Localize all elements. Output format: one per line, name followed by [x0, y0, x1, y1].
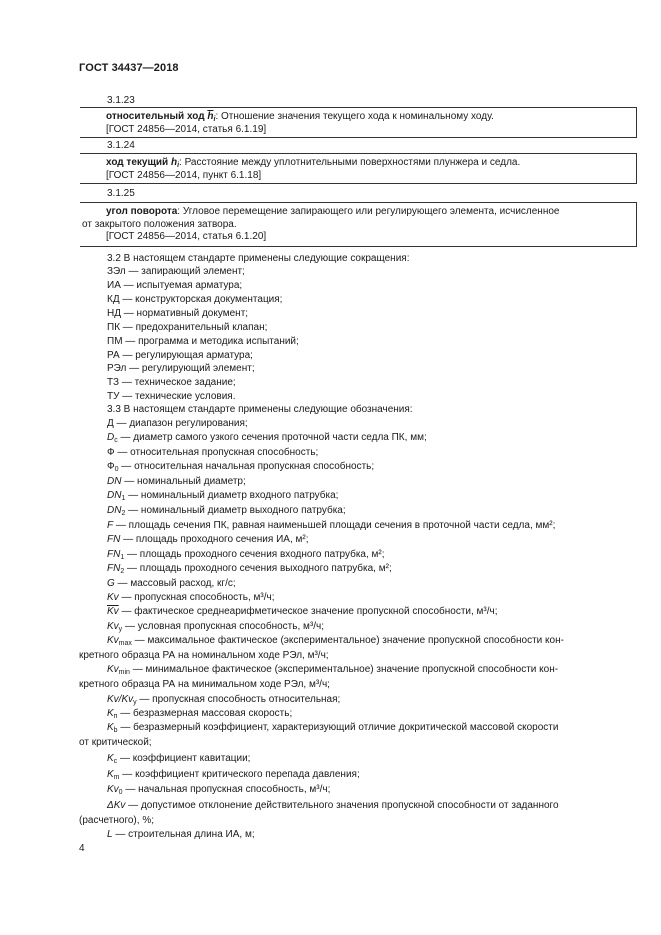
symbol-item — [107, 769, 360, 780]
abbreviations-intro: 3.2 В настоящем стандарте применены следующие сокращения: — [107, 253, 410, 264]
symbol-subscript: 2 — [120, 568, 125, 575]
symbol-description: кретного образца РА на номинальном ходе РЭл, м³/ч; — [79, 650, 329, 661]
term-box — [80, 202, 637, 247]
symbol-description: — номинальный диаметр выходного патрубка; — [125, 505, 346, 516]
term-box — [80, 107, 637, 138]
abbreviation-item: ЗЭл — запирающий элемент; — [107, 266, 245, 277]
symbol-notation: G — [107, 578, 115, 589]
symbols-intro: 3.3 В настоящем стандарте применены следующие обозначения: — [107, 404, 413, 415]
symbol-description: — площадь проходного сечения ИА, м²; — [120, 534, 309, 545]
symbol-description: — относительная пропускная способность; — [114, 447, 319, 458]
term-source: [ГОСТ 24856—2014, пункт 6.1.18] — [106, 169, 262, 181]
symbol-notation: K — [107, 708, 114, 719]
symbol-notation: Ф — [107, 447, 115, 458]
term-definition-cont: от закрытого положения затвора. — [82, 218, 237, 230]
symbol-description: — площадь проходного сечения входного патрубка, м²; — [124, 549, 385, 560]
symbol-description: — допустимое отклонение действительного значения пропускной способности от заданного — [125, 800, 559, 811]
symbol-item — [107, 505, 346, 516]
symbol-item-cont — [79, 737, 152, 748]
term-number: 3.1.24 — [107, 140, 135, 151]
symbol-subscript: 0 — [114, 466, 119, 473]
symbol-notation: $\overline{Kv}$ — [107, 606, 119, 617]
symbol-notation: K — [107, 722, 114, 733]
symbol-item — [107, 461, 374, 472]
symbol-item — [107, 549, 385, 560]
symbol-item — [107, 829, 255, 840]
symbol-description: (расчетного), %; — [79, 815, 154, 826]
symbol-item — [107, 432, 427, 443]
symbol-description: — диаметр самого узкого сечения проточной части седла ПК, мм; — [117, 432, 427, 443]
symbol-notation: F — [107, 520, 114, 531]
symbol-notation: Ф — [107, 461, 115, 472]
abbreviation-item: КД — конструкторская документация; — [107, 294, 283, 305]
symbol-item — [107, 418, 248, 429]
symbol-subscript: c — [114, 437, 118, 444]
symbol-notation: D — [107, 432, 115, 443]
symbol-notation: FN — [107, 563, 121, 574]
symbol-notation: Kv — [107, 635, 119, 646]
symbol-description: — номинальный диаметр входного патрубка; — [125, 490, 339, 501]
abbreviation-item: ПК — предохранительный клапан; — [107, 322, 268, 333]
symbol-subscript: y — [133, 699, 137, 706]
symbol-item — [107, 606, 498, 617]
symbol-item-cont — [79, 650, 329, 661]
symbol-item — [107, 753, 250, 764]
symbol-description: — фактическое среднеарифметическое значение пропускной способности, м³/ч; — [118, 606, 498, 617]
symbol-description: — строительная длина ИА, м; — [112, 829, 255, 840]
symbol-notation: DN — [107, 476, 122, 487]
symbol-notation: FN — [107, 534, 121, 545]
symbol-item — [107, 534, 308, 545]
symbol-notation: Kv — [107, 592, 119, 603]
symbol-description: от критической; — [79, 737, 152, 748]
symbol-item — [107, 476, 246, 487]
symbol-item — [107, 722, 558, 733]
term-name: относительный ход — [106, 111, 205, 122]
symbol-item — [107, 635, 564, 646]
symbol-description: — минимальное фактическое (экспериментальное) значение пропускной способности кон- — [129, 664, 559, 675]
symbol-notation: K — [107, 769, 114, 780]
abbreviation-item: НД — нормативный документ; — [107, 308, 249, 319]
term-number: 3.1.25 — [107, 188, 135, 199]
term-symbol: $\overline{h}_i$ — [207, 111, 216, 123]
symbol-notation: Kv/Kv — [107, 694, 134, 705]
symbol-description: — площадь проходного сечения выходного патрубка, м²; — [124, 563, 392, 574]
symbol-description: — диапазон регулирования; — [113, 418, 248, 429]
symbol-notation: Kv — [107, 664, 119, 675]
symbol-subscript: 1 — [120, 554, 125, 561]
symbol-description: — относительная начальная пропускная способность; — [118, 461, 375, 472]
symbol-description: — условная пропускная способность, м³/ч; — [122, 621, 324, 632]
symbol-item — [107, 563, 392, 574]
symbol-subscript: 2 — [121, 510, 126, 517]
symbol-description: — пропускная способность, м³/ч; — [118, 592, 275, 603]
symbol-item-cont — [79, 679, 330, 690]
symbol-item — [107, 578, 236, 589]
standard-header: ГОСТ 34437—2018 — [79, 62, 179, 74]
page-number: 4 — [79, 843, 85, 854]
term-number: 3.1.23 — [107, 95, 135, 106]
symbol-notation: Kv — [107, 784, 119, 795]
symbol-description: — массовый расход, кг/с; — [114, 578, 236, 589]
symbol-subscript: b — [113, 727, 118, 734]
term-definition: : Отношение значения текущего хода к номинальному ходу. — [215, 111, 494, 122]
abbreviation-item: ИА — испытуемая арматура; — [107, 280, 243, 291]
symbol-subscript: 1 — [121, 495, 126, 502]
symbol-subscript: п — [113, 713, 118, 720]
symbol-notation: ΔKv — [107, 800, 126, 811]
symbol-item — [107, 447, 318, 458]
abbreviation-item: РЭл — регулирующий элемент; — [107, 363, 255, 374]
symbol-item — [107, 520, 555, 531]
term-definition: : Расстояние между уплотнительными поверхностями плунжера и седла. — [179, 157, 521, 168]
term-symbol: $h_i$ — [170, 157, 180, 169]
symbol-notation: K — [107, 753, 114, 764]
abbreviation-item: РА — регулирующая арматура; — [107, 350, 253, 361]
abbreviation-item: ТЗ — техническое задание; — [107, 377, 236, 388]
term-source: [ГОСТ 24856—2014, статья 6.1.19] — [106, 123, 267, 135]
symbol-description: — коэффициент критического перепада давления; — [119, 769, 360, 780]
symbol-item — [107, 490, 338, 501]
symbol-description: кретного образца РА на минимальном ходе РЭл, м³/ч; — [79, 679, 330, 690]
symbol-description: — безразмерная массовая скорость; — [117, 708, 293, 719]
symbol-description: — пропускная способность относительная; — [136, 694, 341, 705]
term-box — [80, 153, 637, 184]
symbol-subscript: c — [113, 758, 118, 765]
term-source: [ГОСТ 24856—2014, статья 6.1.20] — [106, 231, 267, 242]
symbol-description: — начальная пропускная способность, м³/ч; — [122, 784, 331, 795]
symbol-item — [107, 664, 558, 675]
symbol-notation: L — [107, 829, 113, 840]
symbol-notation: Д — [107, 418, 114, 429]
symbol-notation: Kv — [107, 621, 119, 632]
symbol-item — [107, 708, 292, 719]
abbreviation-item: ТУ — технические условия. — [107, 391, 236, 402]
symbol-subscript: min — [118, 669, 130, 676]
symbol-description: — номинальный диаметр; — [121, 476, 246, 487]
abbreviation-item: ПМ — программа и методика испытаний; — [107, 336, 299, 347]
symbol-subscript: m — [113, 774, 120, 781]
symbol-subscript: max — [118, 640, 132, 647]
symbol-notation: DN — [107, 505, 122, 516]
symbol-item — [107, 621, 324, 632]
term-name: угол поворота — [106, 206, 178, 217]
term-name: ход текущий — [106, 157, 169, 168]
symbol-description: — коэффициент кавитации; — [117, 753, 251, 764]
symbol-item-cont — [79, 815, 154, 826]
symbol-notation: DN — [107, 490, 122, 501]
term-definition: : Угловое перемещение запирающего или регулирующего элемента, исчисленное — [177, 206, 560, 217]
symbol-subscript: 0 — [118, 789, 123, 796]
symbol-notation: FN — [107, 549, 121, 560]
symbol-item — [107, 592, 275, 603]
symbol-item — [107, 694, 340, 705]
symbol-description: — максимальное фактическое (экспериментальное) значение пропускной способности кон- — [131, 635, 564, 646]
symbol-item — [107, 800, 559, 811]
symbol-description: — площадь сечения ПК, равная наименьшей площади сечения в проточной части седла, мм²; — [113, 520, 556, 531]
symbol-item — [107, 784, 330, 795]
symbol-description: — безразмерный коэффициент, характеризующий отличие докритической массовой скорости — [117, 722, 559, 733]
symbol-subscript: y — [118, 626, 123, 633]
